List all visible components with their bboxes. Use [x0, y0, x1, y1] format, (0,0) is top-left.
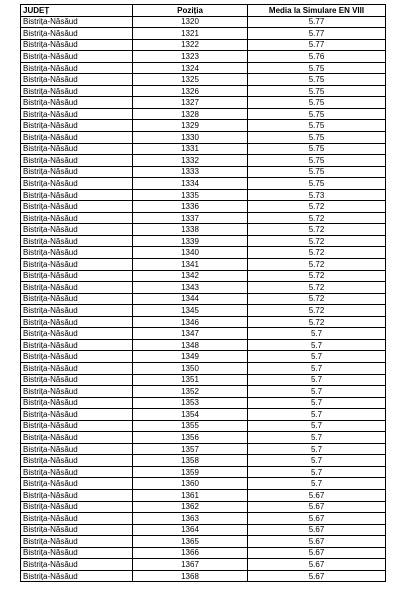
cell-pozitie: 1367 [133, 559, 248, 571]
cell-media: 5.72 [248, 212, 386, 224]
cell-judet: Bistrița-Năsăud [21, 259, 133, 271]
table-row [21, 259, 386, 271]
cell-pozitie: 1365 [133, 536, 248, 548]
cell-pozitie: 1361 [133, 489, 248, 501]
cell-pozitie: 1356 [133, 432, 248, 444]
table-row [21, 316, 386, 328]
table-row [21, 293, 386, 305]
table-row [21, 247, 386, 259]
table-row [21, 120, 386, 132]
cell-media: 5.72 [248, 270, 386, 282]
cell-pozitie: 1345 [133, 305, 248, 317]
table-row [21, 189, 386, 201]
table-row [21, 28, 386, 40]
cell-media: 5.7 [248, 386, 386, 398]
cell-media: 5.7 [248, 443, 386, 455]
table-row [21, 536, 386, 548]
header-media: Media la Simulare EN VIII [248, 5, 386, 17]
table-row [21, 547, 386, 559]
cell-judet: Bistrița-Năsăud [21, 374, 133, 386]
cell-judet: Bistrița-Năsăud [21, 166, 133, 178]
spreadsheet-table [20, 4, 386, 582]
cell-media: 5.75 [248, 178, 386, 190]
cell-media: 5.75 [248, 155, 386, 167]
cell-pozitie: 1360 [133, 478, 248, 490]
cell-pozitie: 1328 [133, 108, 248, 120]
cell-pozitie: 1333 [133, 166, 248, 178]
cell-pozitie: 1343 [133, 282, 248, 294]
cell-pozitie: 1334 [133, 178, 248, 190]
cell-judet: Bistrița-Năsăud [21, 85, 133, 97]
cell-pozitie: 1368 [133, 570, 248, 582]
table-row [21, 432, 386, 444]
cell-pozitie: 1326 [133, 85, 248, 97]
cell-media: 5.7 [248, 455, 386, 467]
cell-judet: Bistrița-Năsăud [21, 132, 133, 144]
cell-media: 5.72 [248, 201, 386, 213]
cell-judet: Bistrița-Năsăud [21, 16, 133, 28]
cell-media: 5.77 [248, 39, 386, 51]
table-row [21, 62, 386, 74]
table-row [21, 501, 386, 513]
cell-media: 5.7 [248, 478, 386, 490]
cell-judet: Bistrița-Năsăud [21, 570, 133, 582]
cell-judet: Bistrița-Năsăud [21, 478, 133, 490]
cell-media: 5.75 [248, 74, 386, 86]
cell-judet: Bistrița-Năsăud [21, 39, 133, 51]
cell-pozitie: 1355 [133, 420, 248, 432]
table-row [21, 351, 386, 363]
cell-pozitie: 1325 [133, 74, 248, 86]
cell-media: 5.76 [248, 51, 386, 63]
table-row [21, 489, 386, 501]
cell-judet: Bistrița-Năsăud [21, 524, 133, 536]
cell-judet: Bistrița-Năsăud [21, 108, 133, 120]
cell-pozitie: 1332 [133, 155, 248, 167]
cell-media: 5.72 [248, 247, 386, 259]
table-row [21, 282, 386, 294]
cell-judet: Bistrița-Năsăud [21, 466, 133, 478]
table-row [21, 51, 386, 63]
table-row [21, 443, 386, 455]
cell-media: 5.75 [248, 120, 386, 132]
cell-judet: Bistrița-Năsăud [21, 316, 133, 328]
cell-judet: Bistrița-Năsăud [21, 328, 133, 340]
cell-judet: Bistrița-Năsăud [21, 235, 133, 247]
cell-pozitie: 1336 [133, 201, 248, 213]
cell-media: 5.72 [248, 259, 386, 271]
cell-judet: Bistrița-Năsăud [21, 62, 133, 74]
cell-judet: Bistrița-Năsăud [21, 28, 133, 40]
cell-pozitie: 1320 [133, 16, 248, 28]
cell-judet: Bistrița-Năsăud [21, 386, 133, 398]
cell-judet: Bistrița-Năsăud [21, 547, 133, 559]
cell-judet: Bistrița-Năsăud [21, 224, 133, 236]
cell-media: 5.7 [248, 432, 386, 444]
cell-judet: Bistrița-Năsăud [21, 97, 133, 109]
cell-judet: Bistrița-Năsăud [21, 305, 133, 317]
table-row [21, 178, 386, 190]
cell-judet: Bistrița-Năsăud [21, 120, 133, 132]
cell-media: 5.75 [248, 143, 386, 155]
table-row [21, 305, 386, 317]
cell-judet: Bistrița-Năsăud [21, 155, 133, 167]
cell-media: 5.73 [248, 189, 386, 201]
cell-judet: Bistrița-Năsăud [21, 513, 133, 525]
cell-pozitie: 1329 [133, 120, 248, 132]
table-row [21, 143, 386, 155]
table-row [21, 108, 386, 120]
cell-media: 5.67 [248, 489, 386, 501]
cell-media: 5.67 [248, 501, 386, 513]
cell-pozitie: 1322 [133, 39, 248, 51]
table-row [21, 362, 386, 374]
cell-judet: Bistrița-Năsăud [21, 432, 133, 444]
cell-media: 5.77 [248, 28, 386, 40]
results-table [20, 4, 386, 582]
table-row [21, 85, 386, 97]
cell-media: 5.67 [248, 547, 386, 559]
table-row [21, 386, 386, 398]
cell-pozitie: 1335 [133, 189, 248, 201]
cell-media: 5.72 [248, 224, 386, 236]
cell-media: 5.7 [248, 362, 386, 374]
table-row [21, 524, 386, 536]
cell-media: 5.7 [248, 409, 386, 421]
table-row [21, 397, 386, 409]
cell-media: 5.7 [248, 397, 386, 409]
cell-media: 5.75 [248, 62, 386, 74]
cell-pozitie: 1323 [133, 51, 248, 63]
cell-judet: Bistrița-Năsăud [21, 282, 133, 294]
table-row [21, 270, 386, 282]
cell-media: 5.67 [248, 536, 386, 548]
cell-pozitie: 1324 [133, 62, 248, 74]
cell-pozitie: 1330 [133, 132, 248, 144]
cell-media: 5.75 [248, 132, 386, 144]
cell-media: 5.72 [248, 235, 386, 247]
table-row [21, 97, 386, 109]
cell-pozitie: 1352 [133, 386, 248, 398]
table-header-row [21, 5, 386, 17]
cell-media: 5.77 [248, 16, 386, 28]
header-pozitie: Poziția [133, 5, 248, 17]
cell-pozitie: 1344 [133, 293, 248, 305]
cell-pozitie: 1354 [133, 409, 248, 421]
cell-pozitie: 1347 [133, 328, 248, 340]
table-row [21, 224, 386, 236]
cell-judet: Bistrița-Năsăud [21, 51, 133, 63]
table-row [21, 16, 386, 28]
cell-media: 5.7 [248, 339, 386, 351]
cell-pozitie: 1366 [133, 547, 248, 559]
table-row [21, 201, 386, 213]
table-row [21, 466, 386, 478]
cell-judet: Bistrița-Năsăud [21, 143, 133, 155]
table-row [21, 455, 386, 467]
table-row [21, 559, 386, 571]
cell-media: 5.72 [248, 305, 386, 317]
cell-pozitie: 1364 [133, 524, 248, 536]
cell-pozitie: 1339 [133, 235, 248, 247]
cell-judet: Bistrița-Năsăud [21, 420, 133, 432]
cell-judet: Bistrița-Năsăud [21, 293, 133, 305]
cell-judet: Bistrița-Năsăud [21, 501, 133, 513]
table-row [21, 166, 386, 178]
cell-pozitie: 1358 [133, 455, 248, 467]
cell-media: 5.7 [248, 466, 386, 478]
table-row [21, 478, 386, 490]
cell-judet: Bistrița-Năsăud [21, 397, 133, 409]
cell-media: 5.7 [248, 328, 386, 340]
cell-media: 5.67 [248, 513, 386, 525]
cell-media: 5.72 [248, 316, 386, 328]
cell-media: 5.67 [248, 570, 386, 582]
cell-judet: Bistrița-Năsăud [21, 201, 133, 213]
table-row [21, 212, 386, 224]
cell-judet: Bistrița-Năsăud [21, 559, 133, 571]
cell-media: 5.7 [248, 374, 386, 386]
cell-judet: Bistrița-Năsăud [21, 270, 133, 282]
table-row [21, 155, 386, 167]
cell-media: 5.75 [248, 108, 386, 120]
table-row [21, 420, 386, 432]
table-row [21, 374, 386, 386]
cell-pozitie: 1337 [133, 212, 248, 224]
table-body [21, 16, 386, 582]
cell-judet: Bistrița-Năsăud [21, 351, 133, 363]
cell-media: 5.7 [248, 420, 386, 432]
cell-pozitie: 1362 [133, 501, 248, 513]
table-row [21, 74, 386, 86]
cell-pozitie: 1321 [133, 28, 248, 40]
cell-media: 5.75 [248, 85, 386, 97]
cell-pozitie: 1350 [133, 362, 248, 374]
cell-pozitie: 1346 [133, 316, 248, 328]
table-row [21, 513, 386, 525]
table-row [21, 570, 386, 582]
cell-judet: Bistrița-Năsăud [21, 409, 133, 421]
table-row [21, 409, 386, 421]
cell-pozitie: 1338 [133, 224, 248, 236]
cell-pozitie: 1340 [133, 247, 248, 259]
table-row [21, 328, 386, 340]
cell-media: 5.72 [248, 293, 386, 305]
table-row [21, 132, 386, 144]
cell-media: 5.67 [248, 559, 386, 571]
cell-pozitie: 1357 [133, 443, 248, 455]
cell-judet: Bistrița-Năsăud [21, 189, 133, 201]
cell-judet: Bistrița-Năsăud [21, 455, 133, 467]
header-judet: JUDEȚ [21, 5, 133, 17]
cell-pozitie: 1351 [133, 374, 248, 386]
cell-media: 5.67 [248, 524, 386, 536]
cell-media: 5.72 [248, 282, 386, 294]
cell-judet: Bistrița-Năsăud [21, 339, 133, 351]
table-row [21, 39, 386, 51]
cell-judet: Bistrița-Năsăud [21, 362, 133, 374]
cell-pozitie: 1353 [133, 397, 248, 409]
cell-pozitie: 1342 [133, 270, 248, 282]
cell-media: 5.75 [248, 97, 386, 109]
cell-judet: Bistrița-Năsăud [21, 489, 133, 501]
table-row [21, 235, 386, 247]
cell-media: 5.7 [248, 351, 386, 363]
cell-judet: Bistrița-Năsăud [21, 212, 133, 224]
cell-pozitie: 1327 [133, 97, 248, 109]
cell-media: 5.75 [248, 166, 386, 178]
cell-judet: Bistrița-Năsăud [21, 247, 133, 259]
cell-pozitie: 1349 [133, 351, 248, 363]
cell-judet: Bistrița-Năsăud [21, 443, 133, 455]
cell-judet: Bistrița-Năsăud [21, 74, 133, 86]
cell-pozitie: 1359 [133, 466, 248, 478]
cell-pozitie: 1363 [133, 513, 248, 525]
cell-pozitie: 1341 [133, 259, 248, 271]
table-row [21, 339, 386, 351]
cell-pozitie: 1348 [133, 339, 248, 351]
cell-judet: Bistrița-Năsăud [21, 536, 133, 548]
cell-pozitie: 1331 [133, 143, 248, 155]
cell-judet: Bistrița-Năsăud [21, 178, 133, 190]
